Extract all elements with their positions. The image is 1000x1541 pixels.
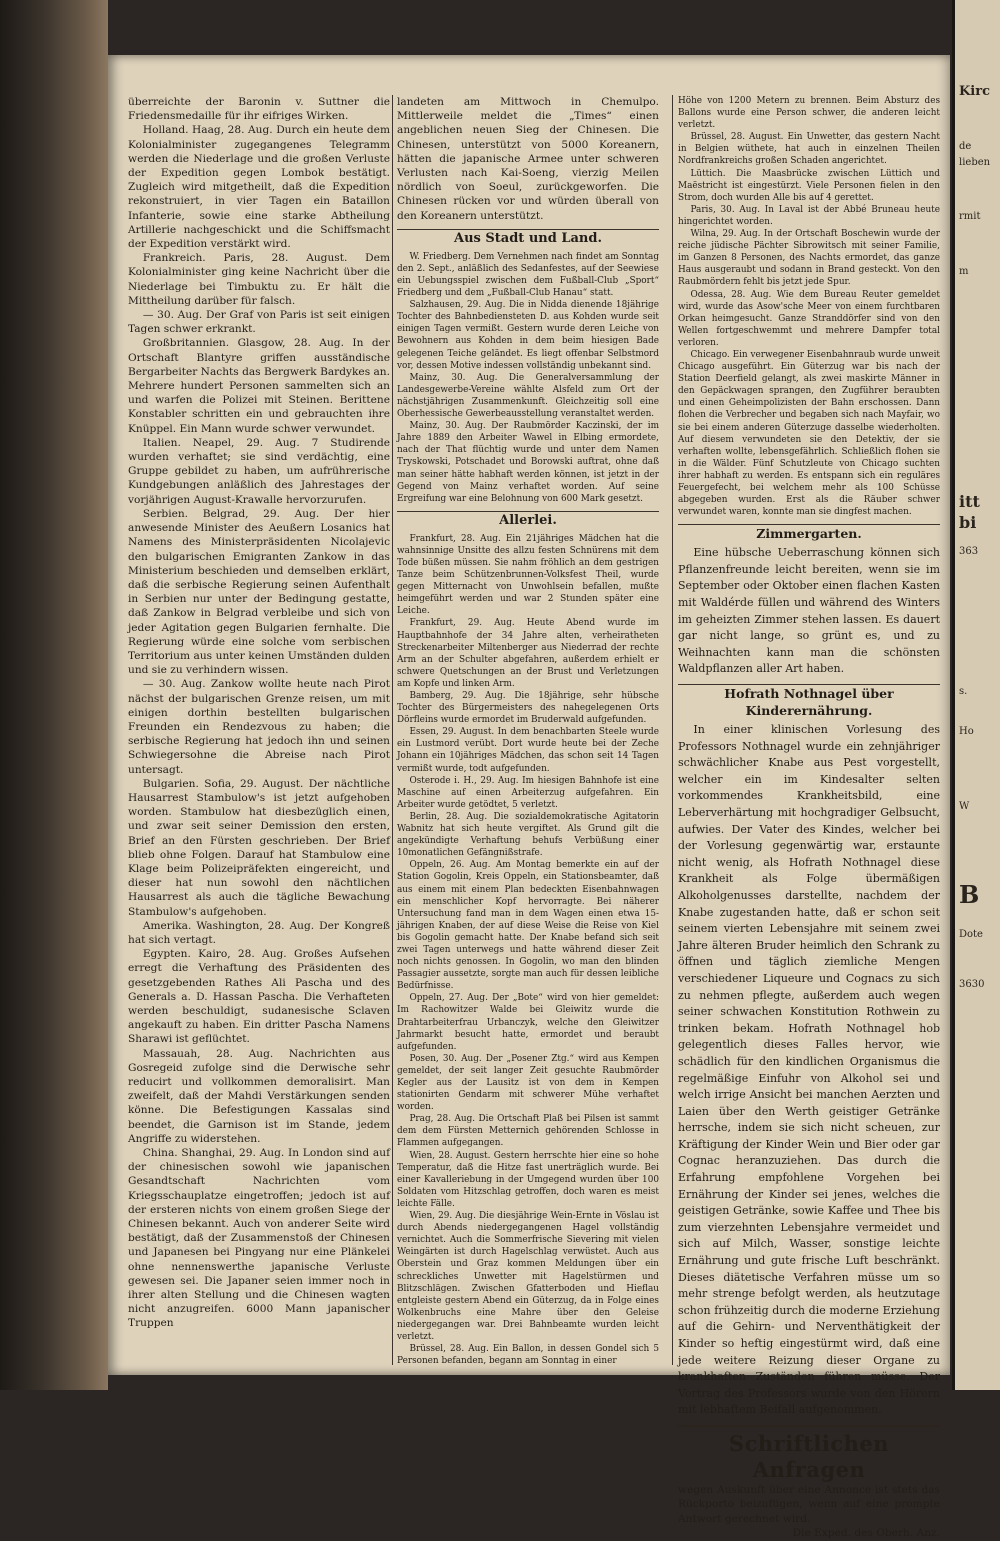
paragraph: landeten am Mittwoch in Chemulpo. Mittlerweile meldet die „Times“ einen angeblichen neuen Sieg der Chinesen. Die Chinesen, unterstützt von 5000 Koreanern, hätten die japanische Armee unter schweren Verlusten nach Kai-Soeng, vierzig Meilen nördlich von Soeul, zurückgeworfen. Die Chinesen rücken vor und würden überall von den Koreanern unterstützt. [397,96,659,222]
fragment: m [959,266,969,277]
paragraph: China. Shanghai, 29. Aug. In London sind auf der chinesischen sowohl wie japanischen Gesandtschaft Nachrichten vom Kriegsschauplatze eingetroffen; jedoch ist auf der ersteren nichts von einem großen Siege der Chinesen bekannt. Auch von anderer Seite wird bestätigt, daß der Zusammenstoß der Chinesen und Japanesen bei Pingyang nur eine Plänkelei ohne nennenswerthe japanische Verluste gewesen sei. Die Japaner seien immer noch in ihrer alten Stellung und die Chinesen wagten nicht anzugreifen. 6000 Mann japanischer Truppen [128,1147,390,1330]
section-heading: Hofrath Nothnagel über Kinderernährung. [678,684,940,719]
fragment: Ho [959,726,974,737]
paragraph: Serbien. Belgrad, 29. Aug. Der hier anwesende Minister des Aeußern Losanics hat Namens des Ministerpräsidenten Nicolajevic den bulgarischen Emigranten Zankow in das Ministerium beschieden und demselben erklärt, daß die serbische Regierung seinen Aufenthalt in Serbien nur unter der Bedingung gestatte, daß Zankow in Belgrad verbleibe und sich von jeder Agitation gegen Bulgarien fernhalte. Die Regierung würde eine solche vom serbischen Territorium aus unter keinen Umständen dulden und sie zu verhindern wissen. [128,507,390,677]
paragraph: Frankfurt, 29. Aug. Heute Abend wurde im Hauptbahnhofe der 34 Jahre alten, verheiratheten Streckenarbeiter Miltenberger aus Niederrad der rechte Arm an der Schulter abgefahren, außerdem erhielt er schwere Quetschungen an der Brust und Verletzungen am Kopfe und linken Arm. [397,618,659,689]
paragraph: Mainz, 30. Aug. Die Generalversammlung der Landesgewerbe-Vereine wählte Alsfeld zum Ort der nächstjährigen Zusammenkunft. Gleichzeitig soll eine Oberhessische Gewerbeausstellung veranstaltet werden. [397,372,659,420]
fragment: W [959,801,970,812]
column-politics [128,95,390,1331]
column-misc [678,95,940,1541]
paragraph: Massauah, 28. Aug. Nachrichten aus Gosregeid zufolge sind die Derwische sehr reducirt und vollkommen demoralisirt. Man zweifelt, daß der Mahdi Verstärkungen senden könne. Die Befestigungen Kassalas sind beendet, die Garnison ist im Stande, jedem Angriffe zu widerstehen. [128,1047,390,1145]
paragraph: Italien. Neapel, 29. Aug. 7 Studirende wurden verhaftet; sie sind verdächtig, eine Gruppe gebildet zu haben, um aufrührerische Kundgebungen anläßlich des Jahrestages der vorjährigen August-Krawalle hervorzurufen. [128,436,390,506]
paragraph: Frankreich. Paris, 28. August. Dem Kolonialminister ging keine Nachricht über die Niederlage bei Timbuktu zu. Er hält die Mittheilung darüber für falsch. [128,252,390,307]
fragment: 3630 [959,979,985,990]
paragraph: Brüssel, 28. Aug. Ein Ballon, in dessen Gondel sich 5 Personen befanden, begann am Sonntag in einer [397,1344,659,1367]
notice-signature: Die Exped. des Oberh. Anz. [792,1527,940,1540]
paragraph: Chicago. Ein verwegener Eisenbahnraub wurde unweit Chicago ausgeführt. Ein Güterzug war bis nach der Station Deerfield gelangt, als zwei maskirte Männer in den Gepäckwagen sprangen, den Zugführer beraubten und einen Geheimpolizisten der Bahn erschossen. Dann flohen die Verbrecher und begaben sich nach Mayfair, wo sie bei einem anderen Güterzuge dasselbe wiederholten. Auf diesem verwundeten sie den Detektiv, der sie verhaften wollte, lebensgefährlich. Schließlich flohen sie in die Wälder. Fünf Schutzleute von Chicago suchten ihrer habhaft zu werden. Es entspann sich ein reguläres Feuergefecht, bei welchem mehr als 100 Schüsse abgegeben wurden. Erst als die Räuber schwer verwundet waren, konnte man sie dingfest machen. [678,349,940,518]
paragraph: Eine hübsche Ueberraschung können sich Pflanzenfreunde leicht bereiten, wenn sie im September oder Oktober einen flachen Kasten mit Waldérde füllen und während des Winters im geheizten Zimmer stehen lassen. Es dauert gar nicht lange, so grünt es, und zu Weihnachten kann man die schönsten Waldpflanzen aller Art haben. [678,546,940,676]
fragment: bi [959,513,977,532]
paragraph: Frankfurt, 28. Aug. Ein 21jähriges Mädchen hat die wahnsinnige Unsitte des allzu festen Schnürens mit dem Tode büßen müssen. Sie nahm fröhlich an dem gestrigen Tanze beim Schützenbrunnen-Volksfest Theil, wurde gegen Mitternacht von Unwohlsein befallen, mußte heimgeführt werden und war 2 Stunden später eine Leiche. [397,533,659,617]
notice-box [678,1425,940,1541]
fragment: B [959,880,980,909]
fragment: Kirc [959,84,991,99]
paragraph: Wilna, 29. Aug. In der Ortschaft Boschewin wurde der reiche jüdische Pächter Sibrowitsch mit seiner Familie, im Ganzen 8 Personen, des Nachts ermordet, das ganze Haus ausgeraubt und sodann in Brand gesteckt. Von den Raubmördern fehlt bis jetzt jede Spur. [678,229,940,288]
paragraph: Prag, 28. Aug. Die Ortschaft Plaß bei Pilsen ist sammt dem dem Fürsten Metternich gehörenden Schlosse in Flammen aufgegangen. [397,1114,659,1149]
paragraph: Egypten. Kairo, 28. Aug. Großes Aufsehen erregt die Verhaftung des Präsidenten des gesetzgebenden Rathes Ali Pascha und des Generals a. D. Hassan Pascha. Die Verhafteten werden beschuldigt, sudanesische Sclaven angekauft zu haben. Ein dritter Pascha Namens Sharawi ist geflüchtet. [128,948,390,1046]
fragment: s. [959,686,968,697]
paragraph: Odessa, 28. Aug. Wie dem Bureau Reuter gemeldet wird, wurde das Asow'sche Meer von einem furchtbaren Orkan heimgesucht. Ganze Stranddörfer sind von den Wellen fortgeschwemmt und mehrere Dampfer total verloren. [678,289,940,348]
book-binding [0,0,108,1390]
paragraph: Mainz, 30. Aug. Der Raubmörder Kaczinski, der im Jahre 1889 den Arbeiter Wawel in Elbing ermordete, nach der That flüchtig wurde und unter dem Namen Tryskowski, Potschadet und Borowski auftrat, ohne daß man seiner hätte habhaft werden können, ist jetzt in der Gegend von Mainz verhaftet worden. Auf seine Ergreifung war eine Belohnung von 600 Mark gesetzt. [397,421,659,504]
paragraph: Großbritannien. Glasgow, 28. Aug. In der Ortschaft Blantyre griffen ausständische Bergarbeiter Nachts das Bergwerk Bardykes an. Mehrere hundert Personen sammelten sich an und warfen die Polizei mit Steinen. Berittene Konstabler schritten ein und gebrauchten ihre Knüppel. Ein Mann wurde schwer verwundet. [128,337,390,435]
paragraph: Posen, 30. Aug. Der „Posener Ztg.“ wird aus Kempen gemeldet, der seit langer Zeit gesuchte Raubmörder Kegler aus der Lausitz ist von dem in Kempen stationirten Gendarm mit schwerer Mühe verhaftet worden. [397,1053,659,1113]
fragment: itt [959,492,980,511]
paragraph: Oppeln, 27. Aug. Der „Bote“ wird von hier gemeldet: Im Rachowitzer Walde bei Gleiwitz wurde die Drahtarbeiterfrau Urbanczyk, welche den Gleiwitzer Jahrmarkt besucht hatte, ermordet und beraubt aufgefunden. [397,993,659,1052]
notice-text: wegen Auskunft über eine Annonce ist stets das Rückporto beizufügen, wenn auf eine prompte Antwort gerechnet wird. [678,1483,940,1525]
paragraph: Amerika. Washington, 28. Aug. Der Kongreß hat sich vertagt. [128,919,390,946]
paragraph: W. Friedberg. Dem Vernehmen nach findet am Sonntag den 2. Sept., anläßlich des Sedanfestes, auf der Seewiese ein Uebungsspiel zwischen dem Fußball-Club „Sport“ Friedberg und dem „Fußball-Club Hanau“ statt. [397,251,659,299]
paragraph: Wien, 28. August. Gestern herrschte hier eine so hohe Temperatur, daß die Hitze fast unerträglich wurde. Bei einer Kavalleriebung in der Umgegend wurden über 100 Soldaten vom Hitzschlag getroffen, doch waren es meist leichte Fälle. [397,1150,659,1209]
fragment: 363 [959,546,979,557]
paragraph: Essen, 29. August. In dem benachbarten Steele wurde ein Lustmord verübt. Dort wurde heute bei der Zeche Johann ein 10jähriges Mädchen, das schon seit 14 Tagen vermißt wurde, todt aufgefunden. [397,727,659,774]
paragraph: — 30. Aug. Der Graf von Paris ist seit einigen Tagen schwer erkrankt. [128,309,390,336]
next-page-edge [952,0,1000,1390]
section-heading: Allerlei. [397,511,659,530]
paragraph: Holland. Haag, 28. Aug. Durch ein heute dem Kolonialminister zugegangenes Telegramm werden die Niederlage und die großen Verluste der Expedition gegen Lombok bestätigt. Zugleich wird mitgetheilt, daß die Expedition rekonstruiert, in vier Tagen ein Bataillon Infanterie, sowie eine starke Abtheilung Artillerie nachgeschickt und die Schiffsmacht der Expedition verstärkt wird. [128,124,390,251]
paragraph: Berlin, 28. Aug. Die sozialdemokratische Agitatorin Wabnitz hat sich heute vergiftet. Als Grund gilt die angekündigte Verhaftung behufs Verbüßung einer 10monatlichen Gefängnißstrafe. [397,811,659,859]
paragraph: Höhe von 1200 Metern zu brennen. Beim Absturz des Ballons wurde eine Person schwer, die anderen leicht verletzt. [678,96,940,131]
paragraph: — 30. Aug. Zankow wollte heute nach Pirot nächst der bulgarischen Grenze reisen, um mit einigen dorthin bestellten bulgarischen Freunden ein Rendezvous zu haben; die serbische Regierung hat jedoch ihn und seinen Schwiegersohne die Abreise nach Pirot untersagt. [128,678,390,776]
paragraph: Paris, 30. Aug. In Laval ist der Abbé Bruneau heute hingerichtet worden. [678,204,940,227]
paragraph: In einer klinischen Vorlesung des Professors Nothnagel wurde ein zehnjähriger schwächlicher Knabe aus Pest vorgestellt, welcher ein im Kindesalter selten vorkommendes Krankheitsbild, eine Leberverhärtung mit hochgradiger Gelbsucht, aufwies. Der Vater des Kindes, welcher bei der Vorlesung gegenwärtig war, erstaunte nicht wenig, als Hofrath Nothnagel diese Krankheit als Folge übermäßigen Alkoholgenusses darstellte, nachdem der Knabe zugestanden hatte, daß er schon seit seinem vierten Lebensjahre mit seinem zwei Jahre älteren Bruder heimlich den Schrank zu öffnen und täglich ziemliche Mengen verschiedener Liqueure und Cognacs zu sich zu nehmen pflegte, außerdem auch wegen seiner schwachen Konstitution Rothwein zu trinken bekam. Hofrath Nothnagel hob gelegentlich dieses Falles hervor, wie schädlich für den kindlichen Organismus die regelmäßige Einfuhr von Alkohol sei und welch irrige Ansicht bei manchen Aerzten und Laien über den Werth geistiger Getränke herrsche, indem sie sich nicht scheuen, zur Kräftigung der Kinder Wein und Bier oder gar Cognac heranzuziehen. Das durch die Erfahrung empfohlene Vorgehen bei Ernährung der Kinder sei jenes, welches die geistigen Getränke, sowie Kaffee und Thee bis zum vierzehnten Lebensjahre vermeidet und sich auf Milch, Wasser, sonstige leichte Ernährung und gute frische Luft beschränkt. Dieses diätetische Verfahren müsse um so mehr strenge befolgt werden, als heutzutage schon frühzeitig durch die moderne Erziehung auf die Gehirn- und Nerventhätigkeit der Kinder so heftig eingestürmt wird, daß eine jede weitere Reizung dieser Organe zu krankhaften Zuständen führen müsse. Der Vortrag des Professors wurde von den Hörern mit lebhaftem Beifall aufgenommen. [678,723,940,1417]
fragment: lieben [959,157,991,168]
paragraph: Lüttich. Die Maasbrücke zwischen Lüttich und Maëstricht ist eingestürzt. Viele Personen fielen in den Strom, doch wurden Alle bis auf 4 gerettet. [678,168,940,203]
column-rule [392,95,393,1365]
section-heading: Zimmergarten. [678,524,940,542]
paragraph: Salzhausen, 29. Aug. Die in Nidda dienende 18jährige Tochter des Bahnbediensteten D. aus Kohden wurde seit einigen Tagen vermißt. Gestern wurde deren Leiche von Bewohnern aus Kohden in dem beim hiesigen Bade gelegenen Teiche geländet. Es liegt offenbar Selbstmord vor, dessen Motive indessen vollständig unbekannt sind. [397,300,659,371]
newspaper-page [108,55,950,1540]
paragraph: Osterode i. H., 29. Aug. Im hiesigen Bahnhofe ist eine Maschine auf einen Arbeiterzug aufgefahren. Ein Arbeiter wurde getödtet, 5 verletzt. [397,775,659,810]
paragraph: Bulgarien. Sofia, 29. August. Der nächtliche Hausarrest Stambulow's ist jetzt aufgehoben worden. Stambulow hat diesbezüglich einen, und zwar seit seiner Demission den ersten, Brief an den Fürsten geschrieben. Der Brief blieb ohne Folgen. Darauf hat Stambulow eine Klage beim Polizeipräfekten eingereicht, und dieser hat nun sowohl den nächtlichen Hausarrest als auch die tägliche Bewachung Stambulow's aufgehoben. [128,777,390,918]
paragraph: Wien, 29. Aug. Die diesjährige Wein-Ernte in Vöslau ist durch Abends niedergegangenen Hagel vollständig vernichtet. Auch die Sommerfrische Sievering mit vielen Weingärten ist durch Hagelschlag verwüstet. Auch aus Oberstein und Graz kommen Meldungen über ein schreckliches Unwetter mit Hagelstürmen und Blitzschlägen. Zwischen Gfatterboden und Hieflau entgleiste gestern Abend ein Güterzug, da in Folge eines Wolkenbruchs eine Mahre über den Geleise niedergegangen war. Drei Bahnbeamte wurden leicht verletzt. [397,1211,659,1342]
paragraph: Oppeln, 26. Aug. Am Montag bemerkte ein auf der Station Gogolin, Kreis Oppeln, ein Stationsbeamter, daß aus einem mit einem Plan bedeckten Eisenbahnwagen ein menschlicher Kopf hervorragte. Bei näherer Untersuchung fand man in dem Wagen einen etwa 15-jährigen Knaben, der auf diese Weise die Reise von Kiel bis Gogolin gemacht hatte. Der Knabe befand sich seit zwei Tagen unterwegs und hatte während dieser Zeit noch nichts genossen. In Gogolin, wo man den blinden Passagier aussetzte, sorgte man auch für dessen leibliche Bedürfnisse. [397,860,659,992]
column-local-news [397,95,659,1367]
fragment: rmit [959,211,981,222]
paragraph: Brüssel, 28. August. Ein Unwetter, das gestern Nacht in Belgien wüthete, hat auch in einzelnen Theilen Nordfrankreichs großen Schaden angerichtet. [678,132,940,167]
notice-title: Schriftlichen Anfragen [728,1430,890,1482]
section-heading: Aus Stadt und Land. [397,229,659,248]
fragment: Dote [959,929,983,940]
paragraph: überreichte der Baronin v. Suttner die Friedensmedaille für ihr eifriges Wirken. [128,96,390,123]
paragraph: Bamberg, 29. Aug. Die 18jährige, sehr hübsche Tochter des Bürgermeisters des nahegelegenen Orts Dörfleins wurde ermordet im Bruderwald aufgefunden. [397,691,659,726]
column-rule [672,95,673,1365]
fragment: de [959,141,972,152]
